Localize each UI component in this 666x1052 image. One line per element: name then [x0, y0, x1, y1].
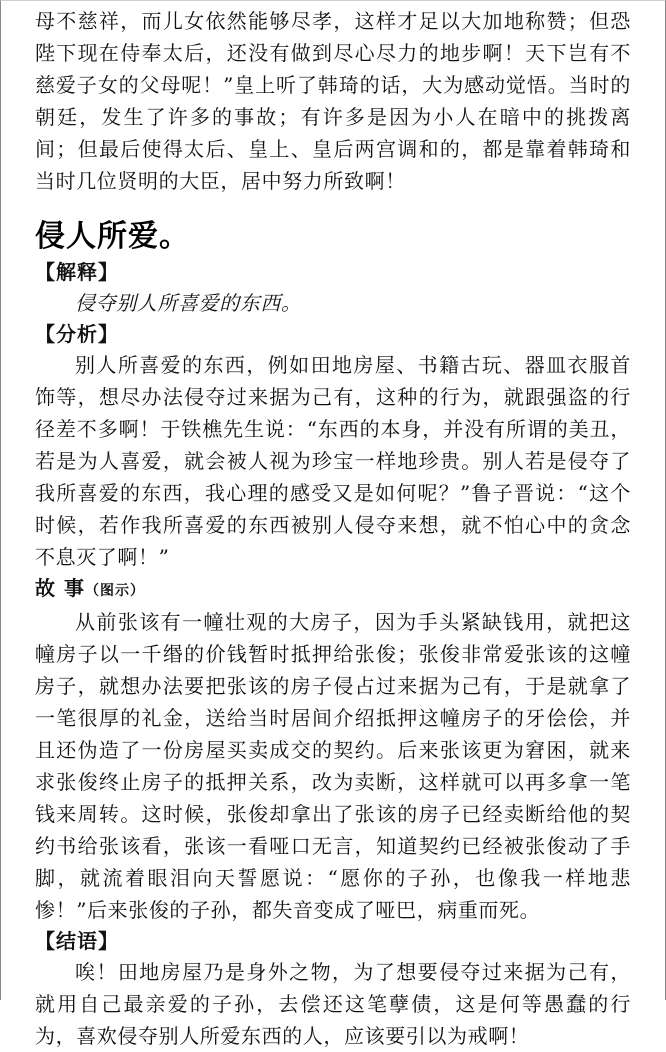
conclusion-text: 唉！田地房屋乃是身外之物，为了想要侵夺过来据为己有，就用自己最亲爱的子孙，去偿还这笔孽债，这是何等愚蠢的行为，喜欢侵夺别人所爱东西的人，应该要引以为戒啊！ [35, 960, 631, 1048]
intro-paragraph: 母不慈祥，而儿女依然能够尽孝，这样才足以大加地称赞；但恐陛下现在侍奉太后，还没有做到尽心尽力的地步啊！天下岂有不慈爱子女的父母呢！”皇上听了韩琦的话，大为感动觉悟。当时的朝廷，发生了许多的事故；有许多是因为小人在暗中的挑拨离间；但最后使得太后、皇上、皇后两宫调和的，都是靠着韩琦和当时几位贤明的大臣，居中努力所致啊！ [35, 9, 631, 193]
story-heading: 故 事 [35, 576, 85, 600]
story-heading-row [35, 573, 631, 606]
analysis-heading: 【分析】 [35, 322, 119, 346]
explanation-heading: 【解释】 [35, 260, 119, 284]
story-text: 从前张该有一幢壮观的大房子，因为手头紧缺钱用，就把这幢房子以一千缗的价钱暂时抵押给张俊；张俊非常爱张该的这幢房子，就想办法要把张该的房子侵占过来据为己有，于是就拿了一笔很厚的礼金，送给当时居间介绍抵押这幢房子的牙侩侩，并且还伪造了一份房屋买卖成交的契约。后来张该更为窘困，就来求张俊终止房子的抵押关系，改为卖断，这样就可以再多拿一笔钱来周转。这时候，张俊却拿出了张该的房子已经卖断给他的契约书给张该看，张该一看哑口无言，知道契约已经被张俊动了手脚，就流着眼泪向天誓愿说：“愿你的子孙，也像我一样地悲惨！”后来张俊的子孙，都失音变成了哑巴，病重而死。 [35, 610, 631, 922]
conclusion-heading: 【结语】 [35, 929, 119, 953]
page-title: 侵人所爱。 [35, 219, 190, 254]
analysis-text: 别人所喜爱的东西，例如田地房屋、书籍古玩、器皿衣服首饰等，想尽办法侵夺过来据为己有，这种的行为，就跟强盗的行径差不多啊！于铁樵先生说：“东西的本身，并没有所谓的美丑，若是为人喜爱，就会被人视为珍宝一样地珍贵。别人若是侵夺了我所喜爱的东西，我心理的感受又是如何呢？”鲁子晋说：“这个时候，若作我所喜爱的东西被别人侵夺来想，就不怕心中的贪念不息灭了啊！” [35, 353, 631, 569]
explanation-text: 侵夺别人所喜爱的东西。 [75, 291, 302, 315]
story-subheading: （图示） [84, 583, 145, 599]
